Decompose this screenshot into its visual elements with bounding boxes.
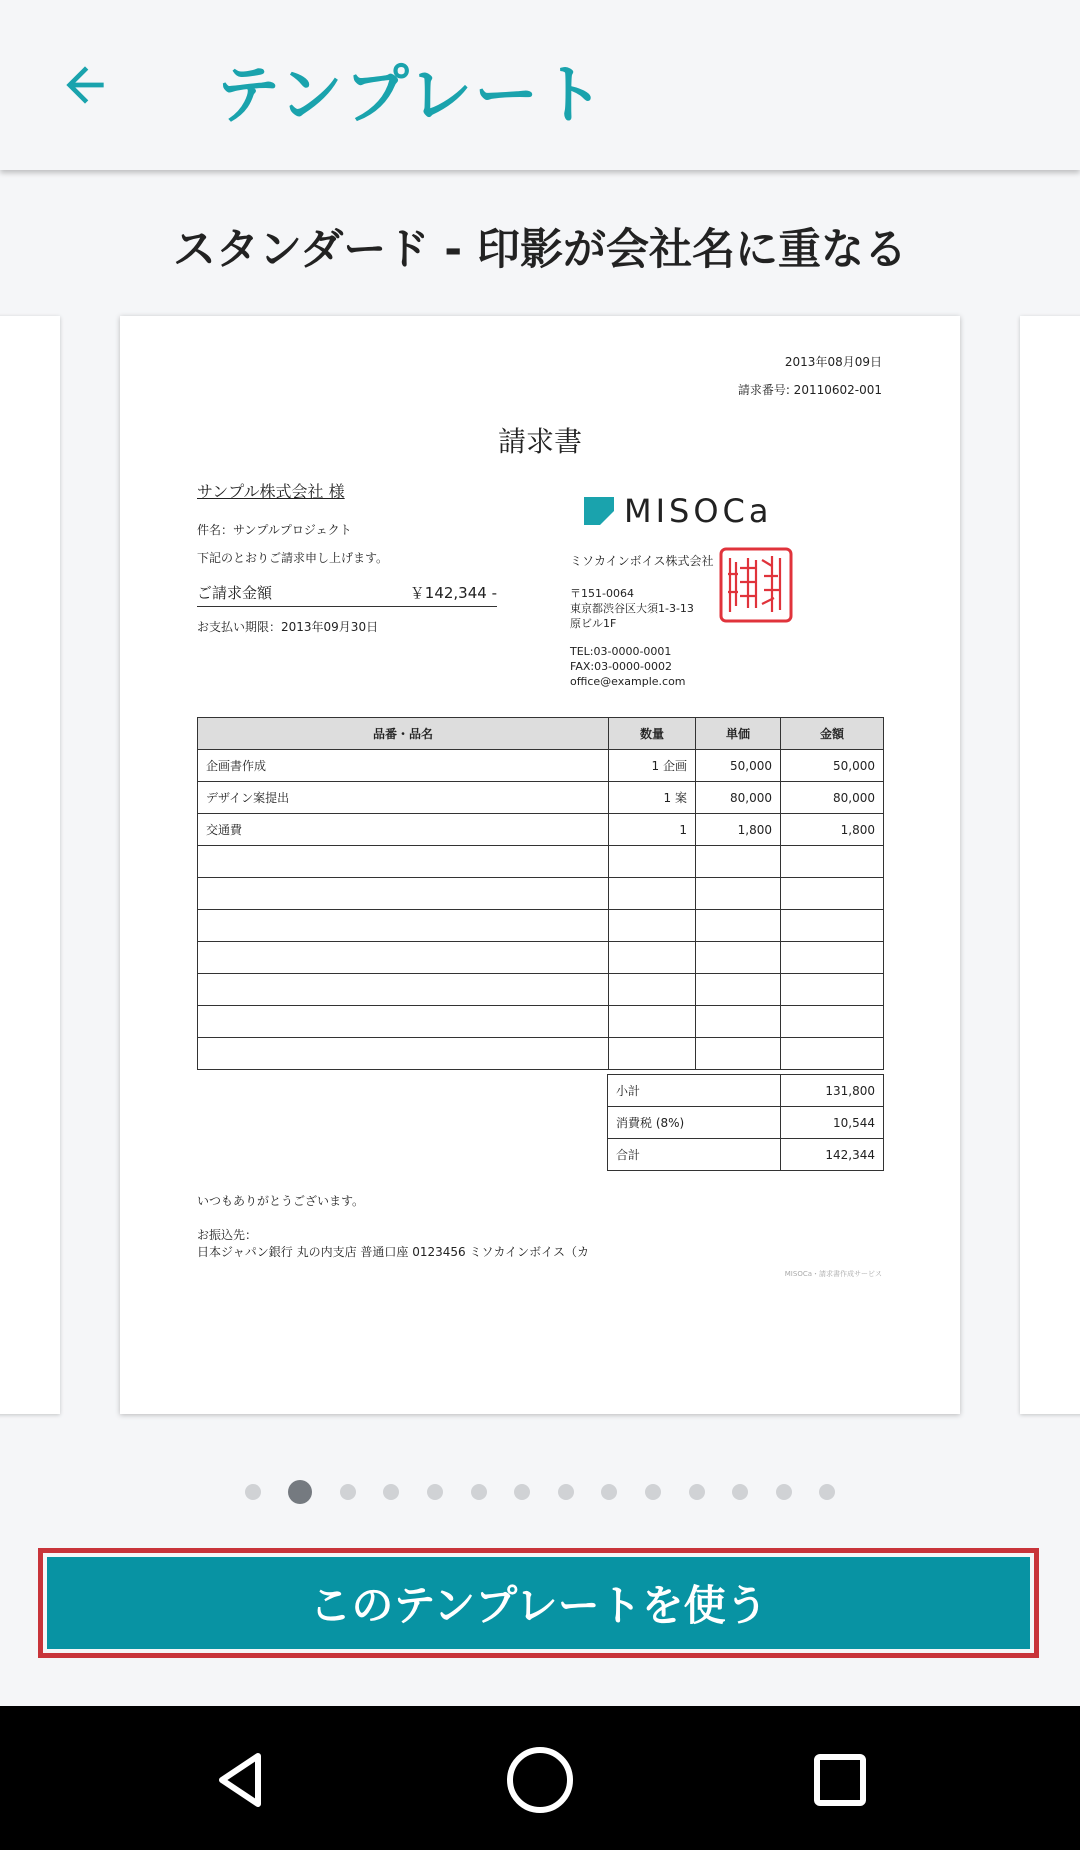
totals-table [607,1074,884,1171]
total-value: 142,344 [781,1139,884,1171]
footer-text: MISOCa・請求書作成サービス [784,1270,882,1278]
tel: TEL:03-0000-0001 [570,645,672,658]
total-label: 合計 [608,1139,781,1171]
next-template-card[interactable] [1020,316,1080,1414]
item-amount: 1,800 [781,814,884,846]
item-price: 1,800 [696,814,781,846]
total-row [608,1139,884,1171]
bank-label: お振込先： [197,1228,258,1242]
amount-row [197,582,497,607]
bank-info: 日本ジャパン銀行 丸の内支店 普通口座 0123456 ミソカインボイス（カ [197,1245,589,1259]
page-dot[interactable] [819,1484,835,1500]
item-name: 交通費 [198,814,609,846]
table-row [198,782,884,814]
address-line-1: 東京都渋谷区大須1-3-13 [570,602,694,615]
amount-value: ￥142,344 - [409,584,497,602]
nav-recents-button[interactable] [790,1730,890,1830]
arrow-left-icon [57,57,113,113]
item-name: デザイン案提出 [198,782,609,814]
invoice-number: 請求番号: 20110602-001 [737,383,882,397]
app-bar [0,0,1080,170]
table-row [198,750,884,782]
page-dot[interactable] [514,1484,530,1500]
page-dot[interactable] [601,1484,617,1500]
table-header [198,718,884,750]
postal-code: 〒151-0064 [570,587,634,600]
empty-row [198,1006,884,1038]
item-amount: 50,000 [781,750,884,782]
company-seal-icon [718,546,794,624]
use-template-button[interactable]: このテンプレートを使う [47,1557,1030,1649]
item-qty: 1 [609,814,696,846]
tax-label: 消費税 (8%) [608,1107,781,1139]
column-header: 単価 [696,718,781,750]
template-name: スタンダード - 印影が会社名に重なる [172,225,908,275]
page-dot-active[interactable] [288,1480,312,1504]
company-logo [584,492,773,530]
recents-square-icon [812,1752,868,1808]
misoca-logo-icon [584,497,614,525]
empty-row [198,878,884,910]
previous-template-card[interactable] [0,316,60,1414]
due-date: お支払い期限：2013年09月30日 [197,620,379,634]
item-qty: 1 案 [609,782,696,814]
empty-row [198,910,884,942]
tax-row [608,1107,884,1139]
page-indicator [0,1480,1080,1504]
company-contact [570,644,686,689]
logo-text: MISOCa [624,492,773,530]
email: office@example.com [570,675,686,688]
company-name: ミソカインボイス株式会社 [570,554,714,568]
item-qty: 1 企画 [609,750,696,782]
recipient-name: サンプル株式会社 様 [197,482,345,501]
page-dot[interactable] [427,1484,443,1500]
thanks-text: いつもありがとうございます。 [197,1194,365,1208]
intro-text: 下記のとおりご請求申し上げます。 [197,551,389,565]
page-dot[interactable] [383,1484,399,1500]
page-dot[interactable] [645,1484,661,1500]
template-preview-card[interactable] [120,316,960,1414]
item-price: 50,000 [696,750,781,782]
subtotal-row [608,1075,884,1107]
back-button[interactable] [40,40,130,130]
column-header: 品番・品名 [198,718,609,750]
page-dot[interactable] [776,1484,792,1500]
page-dot[interactable] [340,1484,356,1500]
column-header: 数量 [609,718,696,750]
table-row [198,814,884,846]
item-price: 80,000 [696,782,781,814]
invoice-date: 2013年08月09日 [784,355,882,369]
invoice-title: 請求書 [497,425,582,458]
nav-home-button[interactable] [490,1730,590,1830]
page-dot[interactable] [245,1484,261,1500]
empty-row [198,974,884,1006]
page-dot[interactable] [558,1484,574,1500]
empty-row [198,942,884,974]
back-triangle-icon [210,1750,270,1810]
subtotal-label: 小計 [608,1075,781,1107]
tax-value: 10,544 [781,1107,884,1139]
empty-row [198,1038,884,1070]
subtotal-value: 131,800 [781,1075,884,1107]
page-title: テンプレート [216,59,607,133]
company-address [570,586,694,631]
subject: 件名：サンプルプロジェクト [197,523,352,537]
item-amount: 80,000 [781,782,884,814]
nav-back-button[interactable] [190,1730,290,1830]
fax: FAX:03-0000-0002 [570,660,673,673]
page-dot[interactable] [471,1484,487,1500]
column-header: 金額 [781,718,884,750]
system-navigation-bar [0,1706,1080,1850]
amount-label: ご請求金額 [197,584,273,602]
item-name: 企画書作成 [198,750,609,782]
empty-row [198,846,884,878]
page-dot[interactable] [732,1484,748,1500]
home-circle-icon [504,1744,576,1816]
items-table [197,717,884,1070]
address-line-2: 原ビル1F [570,617,617,630]
page-dot[interactable] [689,1484,705,1500]
